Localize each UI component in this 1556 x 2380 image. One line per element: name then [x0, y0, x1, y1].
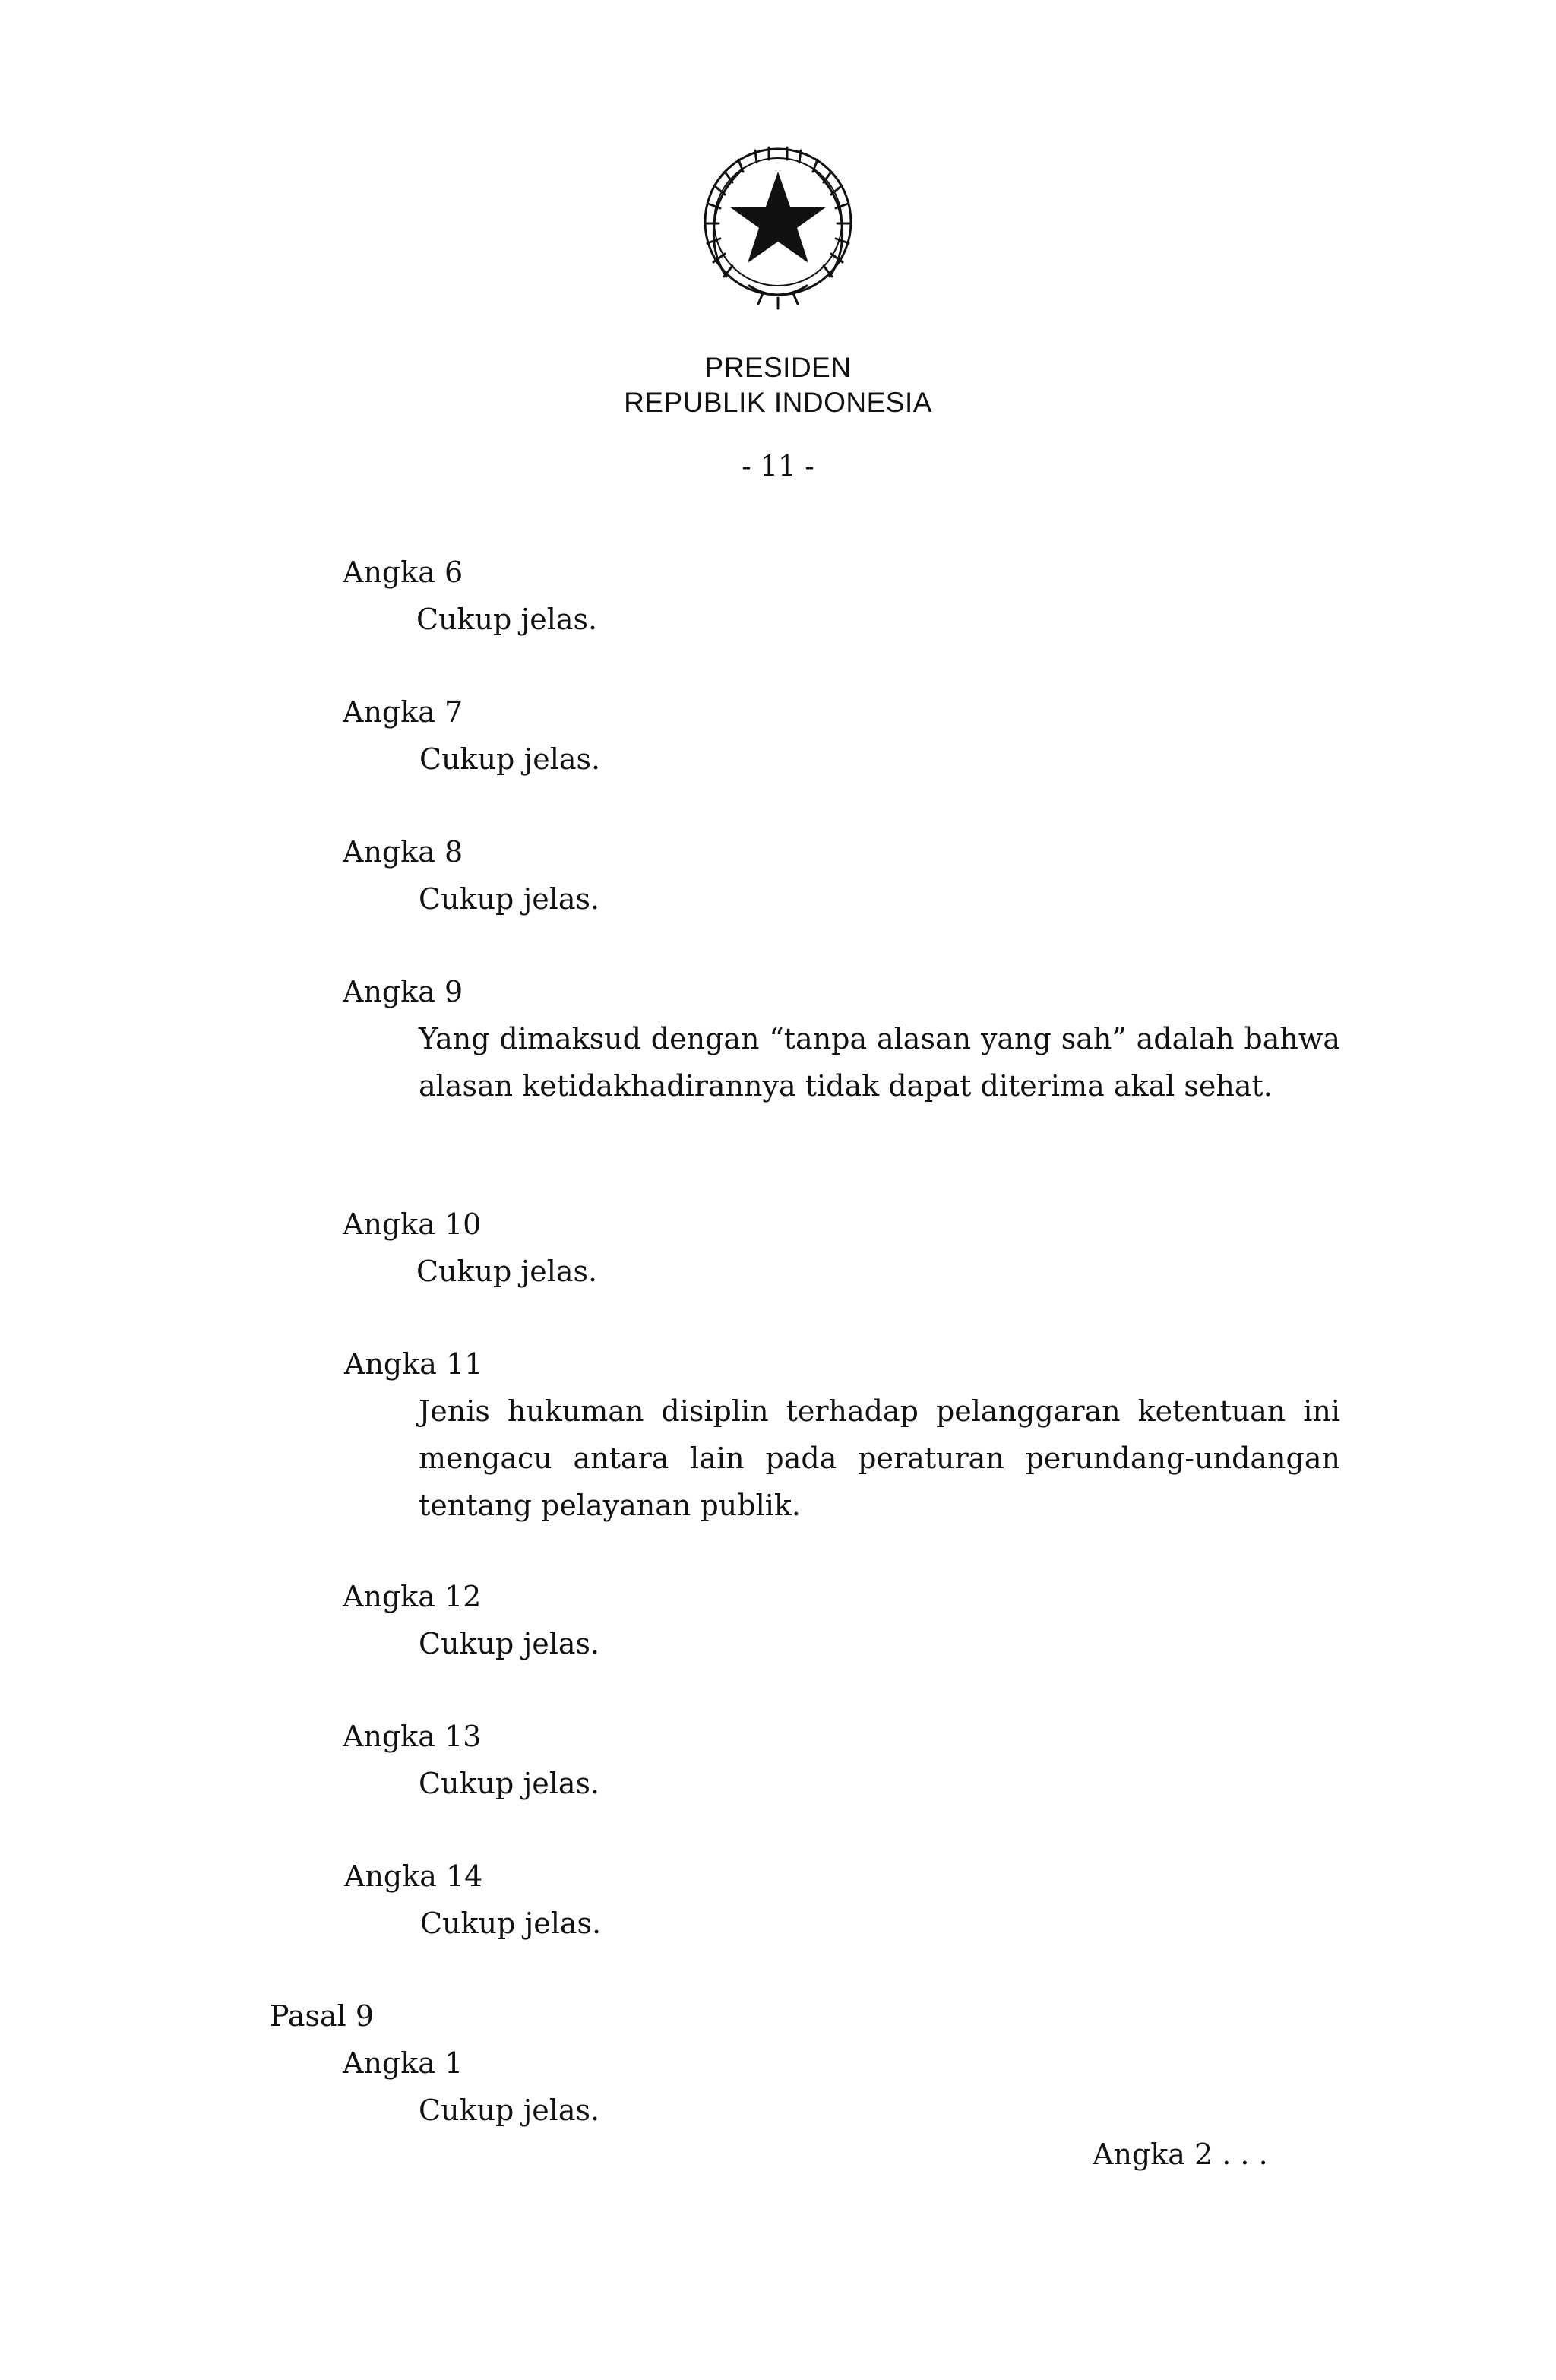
angka-12-label: Angka 12	[343, 1580, 482, 1613]
angka-8-text: Cukup jelas.	[419, 882, 600, 916]
page-number: - 11 -	[742, 450, 814, 483]
angka-8-label: Angka 8	[343, 835, 463, 869]
header-title-president: PRESIDEN	[704, 352, 852, 383]
angka-7-label: Angka 7	[343, 695, 463, 729]
pasal-9-angka-1-label: Angka 1	[343, 2046, 463, 2080]
angka-14-label: Angka 14	[344, 1859, 483, 1893]
angka-13-label: Angka 13	[343, 1720, 482, 1753]
presidential-emblem-icon	[681, 125, 875, 319]
header-title-republic: REPUBLIK INDONESIA	[624, 387, 932, 418]
pasal-9-angka-1-text: Cukup jelas.	[419, 2094, 600, 2127]
continuation-marker: Angka 2 . . .	[1093, 2138, 1268, 2171]
wreath-star-icon	[681, 125, 875, 319]
angka-6-label: Angka 6	[343, 555, 463, 589]
angka-9-text: Yang dimaksud dengan “tanpa alasan yang sah” adalah bahwa alasan ketidakhadirannya tidak dapat diterima akal sehat.	[419, 1022, 1340, 1103]
angka-9-label: Angka 9	[343, 975, 463, 1008]
pasal-9-heading: Pasal 9	[270, 1999, 375, 2033]
angka-11-label: Angka 11	[344, 1347, 483, 1381]
angka-10-text: Cukup jelas.	[416, 1255, 598, 1288]
angka-7-text: Cukup jelas.	[419, 742, 601, 776]
angka-12-text: Cukup jelas.	[419, 1627, 600, 1660]
angka-10-label: Angka 10	[343, 1207, 482, 1241]
angka-13-text: Cukup jelas.	[419, 1767, 600, 1800]
angka-14-text: Cukup jelas.	[420, 1907, 602, 1940]
angka-11-text: Jenis hukuman disiplin terhadap pelanggaran ketentuan ini mengacu antara lain pada peraturan perundang-undangan tentang pelayanan publik.	[419, 1394, 1340, 1522]
angka-6-text: Cukup jelas.	[416, 603, 598, 636]
